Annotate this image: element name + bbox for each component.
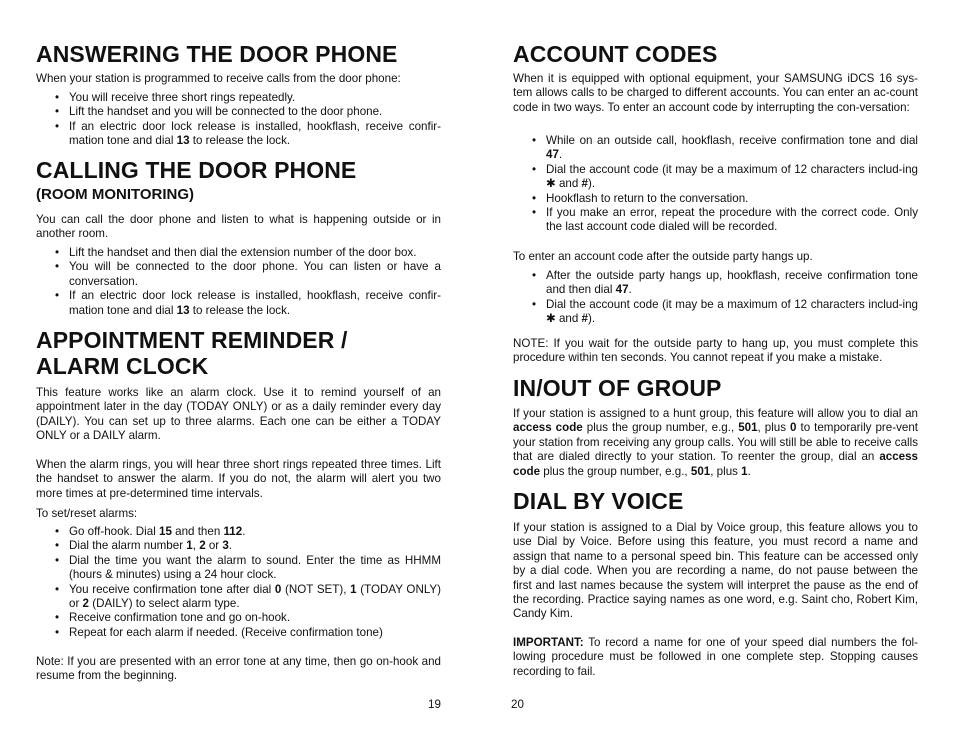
voice-important — [513, 636, 918, 679]
list-item: • After the outside party hangs up, hookflash, receive confirmation tone and then dial 47. — [513, 269, 918, 298]
room-monitoring-subheading: (ROOM MONITORING) — [36, 186, 195, 203]
list-item: • Hookflash to return to the conversation. — [513, 192, 918, 206]
calling-door-phone-heading: CALLING THE DOOR PHONE — [36, 157, 357, 183]
answering-intro: When your station is programmed to receive calls from the door phone: — [36, 72, 401, 85]
calling-bullets — [36, 246, 441, 318]
account-note: NOTE: If you wait for the outside party to hang up, you must complete this procedure within ten seconds. You cannot repeat if you make a mistake. — [513, 337, 918, 365]
page-number-19: 19 — [428, 698, 441, 711]
list-item: • Go off-hook. Dial 15 and then 112. — [36, 525, 441, 539]
list-item: • Dial the time you want the alarm to sound. Enter the time as HHMM (hours & minutes) using a 24 hour clock. — [36, 554, 441, 583]
page-number-20: 20 — [511, 698, 524, 711]
answering-bullets — [36, 91, 441, 149]
alarm-para-2: When the alarm rings, you will hear three short rings repeated three times. Lift the handset to answer the alarm. If you do not, the alarm will alert you two more times at pre-determined time intervals. — [36, 458, 441, 500]
calling-intro: You can call the door phone and listen to what is happening outside or in another room. — [36, 213, 441, 241]
list-item: • If an electric door lock release is installed, hookflash, receive confir-mation tone and dial 13 to release the lock. — [36, 289, 441, 318]
important-text: To record a name for one of your speed dial numbers the fol-lowing procedure must be followed in one complete step. Stopping causes recording to fail. — [513, 636, 918, 678]
alarm-bullets — [36, 525, 441, 640]
list-item: • Receive confirmation tone and go on-hook. — [36, 611, 441, 625]
list-item: • Repeat for each alarm if needed. (Receive confirmation tone) — [36, 626, 441, 640]
list-item: • If an electric door lock release is installed, hookflash, receive confir-mation tone and dial 13 to release the lock. — [36, 120, 441, 149]
list-item: • You will be connected to the door phone. You can listen or have a conversation. — [36, 260, 441, 289]
answering-door-phone-heading: ANSWERING THE DOOR PHONE — [36, 41, 398, 67]
list-item: • While on an outside call, hookflash, receive confirmation tone and dial 47. — [513, 134, 918, 163]
list-item: • Lift the handset and you will be connected to the door phone. — [36, 105, 441, 119]
alarm-note: Note: If you are presented with an error tone at any time, then go on-hook and resume from the beginning. — [36, 655, 441, 683]
heading-line: APPOINTMENT REMINDER / — [36, 327, 348, 353]
alarm-set-label: To set/reset alarms: — [36, 507, 138, 520]
in-out-of-group-heading: IN/OUT OF GROUP — [513, 375, 722, 401]
important-label: IMPORTANT: — [513, 636, 584, 649]
list-item: • You receive confirmation tone after dial 0 (NOT SET), 1 (TODAY ONLY) or 2 (DAILY) to select alarm type. — [36, 583, 441, 612]
account-bullets-1 — [513, 134, 918, 235]
list-item: • Dial the account code (it may be a maximum of 12 characters includ-ing ✱ and #). — [513, 298, 918, 327]
heading-line: ALARM CLOCK — [36, 353, 209, 379]
group-body: If your station is assigned to a hunt group, this feature will allow you to dial an access code plus the group number, e.g., 501, plus 0 to temporarily pre-vent your station from receiving any group calls. You will still be able to receive calls that are dialed directly to your station. To reenter the group, dial an access code plus the group number, e.g., 501, plus 1. — [513, 407, 919, 478]
account-bullets-2 — [513, 269, 918, 327]
dial-by-voice-heading: DIAL BY VOICE — [513, 488, 684, 514]
list-item: • Dial the alarm number 1, 2 or 3. — [36, 539, 441, 553]
list-item: • Dial the account code (it may be a maximum of 12 characters includ-ing ✱ and #). — [513, 163, 918, 192]
list-item: • You will receive three short rings repeatedly. — [36, 91, 441, 105]
list-item: • If you make an error, repeat the procedure with the correct code. Only the last account code dialed will be recorded. — [513, 206, 918, 235]
list-item: • Lift the handset and then dial the extension number of the door box. — [36, 246, 441, 260]
alarm-para-1: This feature works like an alarm clock. Use it to remind yourself of an appointment later in the day (TODAY ONLY) or as a daily reminder every day (DAILY). You can set up to three alarms. Each one can be either a TODAY ONLY or a DAILY alarm. — [36, 386, 441, 443]
voice-body: If your station is assigned to a Dial by Voice group, this feature allows you to use Dial by Voice. Before using this feature, you must record a name and assign that name to a personal speed bin. This feature can be accessed only by a dial code. When you are recording a name, do not pause between the first and last names because the system will interpret the pause as the end of the recording. Practice saying names as one word, e.g. Saint cho, Robert Kim, Candy Kim. — [513, 521, 918, 621]
account-intro: When it is equipped with optional equipment, your SAMSUNG iDCS 16 sys-tem allows calls to be charged to different accounts. You can enter an ac-count code in two ways. To enter an account code by interrupting the con-versation: — [513, 72, 918, 114]
account-codes-heading: ACCOUNT CODES — [513, 41, 718, 67]
appointment-reminder-heading — [36, 327, 347, 379]
account-after-label: To enter an account code after the outside party hangs up. — [513, 250, 813, 263]
